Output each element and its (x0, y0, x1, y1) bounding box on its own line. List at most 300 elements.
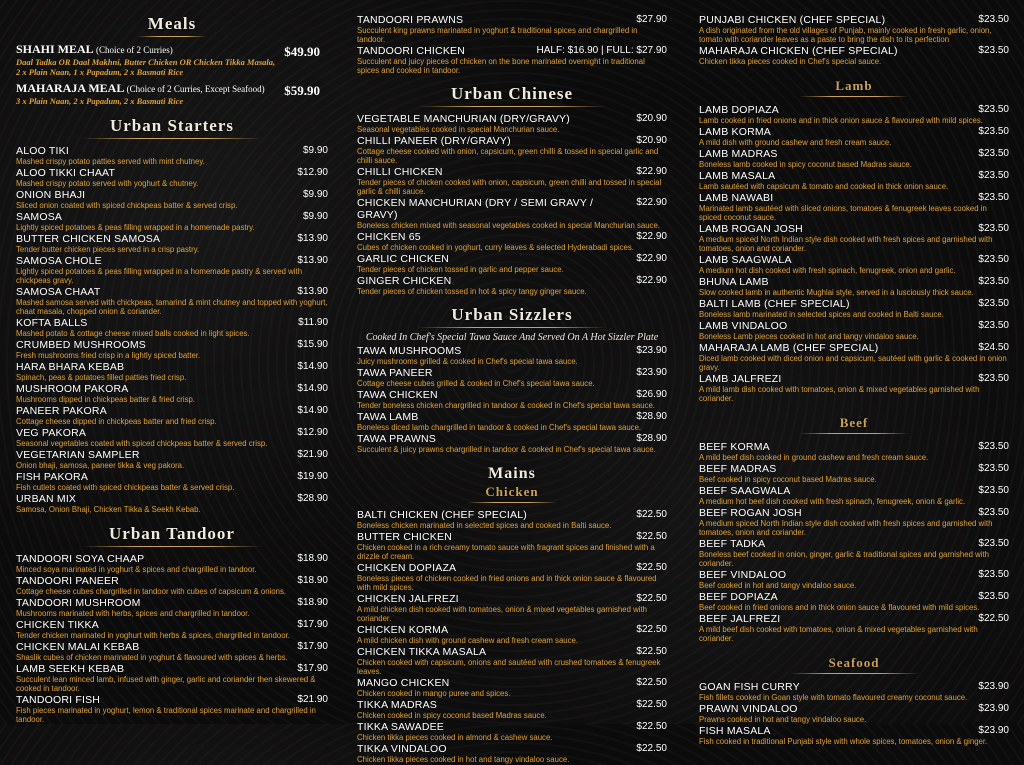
item-name: TAWA PANEER (357, 367, 433, 379)
item-description: Mashed potato & cottage cheese mixed balls cooked in light spices. (16, 329, 250, 338)
item-description: Spinach, peas & potatoes filled patties fried crisp. (16, 373, 187, 382)
menu-item (16, 211, 328, 232)
item-name: SAMOSA CHOLE (16, 255, 102, 267)
menu-item (357, 166, 667, 196)
item-name: BEEF VINDALOO (699, 569, 787, 581)
menu-item (16, 189, 328, 210)
menu-item (699, 320, 1009, 341)
item-price: $13.90 (297, 233, 328, 244)
item-price: $14.90 (297, 383, 328, 394)
menu-item (357, 275, 667, 296)
item-description: Succulent king prawns marinated in yoghurt & traditional spices and chargrilled in tandoor. (357, 26, 638, 44)
item-price: $18.90 (297, 553, 328, 564)
divider (789, 671, 919, 677)
item-name: MAHARAJA LAMB (CHEF SPECIAL) (699, 342, 879, 354)
menu-item (16, 471, 328, 492)
item-name: KOFTA BALLS (16, 317, 88, 329)
item-name: LAMB VINDALOO (699, 320, 788, 332)
item-description: A mild beef dish cooked with tomatoes, onion & mixed vegetables garnished with coriander. (699, 625, 978, 643)
chinese-title: Urban Chinese (450, 84, 574, 103)
item-name: BALTI CHICKEN (CHEF SPECIAL) (357, 509, 527, 521)
item-name: PANEER PAKORA (16, 405, 107, 417)
menu-item (16, 339, 328, 360)
item-price: $22.50 (978, 613, 1009, 624)
item-description: Boneless Lamb pieces cooked in hot and tangy vindaloo sauce. (699, 332, 919, 341)
item-description: Cottage cheese cubes grilled & cooked in Chef's special tawa sauce. (357, 379, 595, 388)
meal-description: Daal Tadka OR Daal Makhni, Butter Chicken OR Chicken Tikka Masala, (16, 57, 276, 67)
menu-item (357, 593, 667, 623)
menu-item (699, 192, 1009, 222)
item-description: Chicken tikka pieces cooked in almond & cashew sauce. (357, 733, 553, 742)
menu-item (357, 389, 667, 410)
item-name: TANDOORI PRAWNS (357, 14, 464, 26)
menu-item (357, 45, 667, 75)
item-description: A mild chicken dish with ground cashew and fresh cream sauce. (357, 636, 579, 645)
meals-title: Meals (147, 14, 197, 33)
meal-price: $49.90 (284, 44, 320, 59)
item-description: Diced lamb cooked with diced onion and capsicum, sautéed with garlic & cooked in onion gravy. (699, 354, 1007, 372)
menu-item (357, 367, 667, 388)
item-name: LAMB KORMA (699, 126, 772, 138)
item-price: $23.50 (978, 441, 1009, 452)
item-price: $23.50 (978, 126, 1009, 137)
item-price: $22.50 (636, 646, 667, 657)
menu-item (699, 703, 1009, 724)
item-description: Cubes of chicken cooked in yoghurt, curry leaves & selected Hyderabadi spices. (357, 243, 634, 252)
item-description: Minced soya marinated in yoghurt & spices and chargrilled in tandoor. (16, 565, 257, 574)
mains-list (357, 509, 667, 764)
item-price: $22.90 (636, 275, 667, 286)
item-price: $14.90 (297, 405, 328, 416)
item-description: Fish cooked in traditional Punjabi style with whole spices, tomatoes, onion & ginger. (699, 737, 988, 746)
item-name: PUNJABI CHICKEN (CHEF SPECIAL) (699, 14, 886, 26)
item-name: GOAN FISH CURRY (699, 681, 800, 693)
item-description: Boneless lamb cooked in spicy coconut based Madras sauce. (699, 160, 912, 169)
meal-name (16, 42, 328, 57)
item-price: $23.50 (978, 254, 1009, 265)
item-description: Succulent and juicy pieces of chicken on the bone marinated overnight in traditional spices and cooked in tandoor. (357, 57, 645, 75)
item-description: Mashed samosa served with chickpeas, tamarind & mint chutney and topped with yoghurt, chaat masala, chopped onion & coriander. (16, 298, 328, 316)
meal-item (16, 81, 328, 106)
menu-item (357, 624, 667, 645)
menu-item (699, 104, 1009, 125)
menu-item (16, 663, 328, 693)
divider (82, 544, 262, 550)
item-price: $20.90 (636, 135, 667, 146)
item-name: CHICKEN TIKKA MASALA (357, 646, 487, 658)
item-description: Succulent & juicy prawns chargrilled in tandoor & cooked in Chef's special tawa sauce. (357, 445, 656, 454)
menu-item (16, 427, 328, 448)
item-description: Chicken tikka pieces cooked in Chef's special sauce. (699, 57, 882, 66)
mains-title: Mains (488, 465, 536, 482)
item-description: Boneless lamb marinated in selected spices and cooked in Balti sauce. (699, 310, 944, 319)
item-price: $23.50 (978, 485, 1009, 496)
item-name: TAWA MUSHROOMS (357, 345, 462, 357)
menu-item (357, 531, 667, 561)
menu-item (699, 569, 1009, 590)
item-name: LAMB DOPIAZA (699, 104, 780, 116)
item-name: VEGETARIAN SAMPLER (16, 449, 140, 461)
menu-item (357, 721, 667, 742)
item-description: Tender pieces of chicken tossed in hot & spicy tangy ginger sauce. (357, 287, 587, 296)
menu-item (699, 148, 1009, 169)
item-name: TIKKA MADRAS (357, 699, 438, 711)
item-price: $23.50 (978, 463, 1009, 474)
meal-title: SHAHI MEAL (16, 42, 94, 56)
item-name: CHICKEN MANCHURIAN (DRY / SEMI GRAVY / GRAVY) (357, 197, 594, 221)
menu-item (16, 405, 328, 426)
item-description: Boneless beef cooked in onion, ginger, garlic & traditional spices and garnished with coriander. (699, 550, 989, 568)
starters-list (16, 145, 328, 514)
meals-list (16, 42, 328, 106)
meal-note: (Choice of 2 Curries) (96, 45, 173, 55)
menu-item (699, 507, 1009, 537)
item-description: Samosa, Onion Bhaji, Chicken Tikka & Seekh Kebab. (16, 505, 201, 514)
menu-item (357, 113, 667, 134)
lamb-title: Lamb (835, 78, 873, 93)
item-price: $22.90 (636, 253, 667, 264)
menu-item (357, 197, 667, 230)
menu-item (16, 553, 328, 574)
column-middle (357, 14, 667, 765)
item-price: $23.50 (978, 320, 1009, 331)
sizzlers-list (357, 345, 667, 454)
item-price: $23.50 (978, 223, 1009, 234)
sizzlers-subtitle: Cooked In Chef's Special Tawa Sauce And Served On A Hot Sizzler Plate (365, 332, 659, 343)
menu-item (699, 298, 1009, 319)
meal-name (16, 81, 328, 96)
item-description: Chicken cooked in mango puree and spices. (357, 689, 511, 698)
item-price: $11.90 (298, 317, 328, 328)
item-description: Mashed crispy potato patties served with mint chutney. (16, 157, 205, 166)
starters-title: Urban Starters (109, 116, 234, 135)
item-name: VEG PAKORA (16, 427, 87, 439)
item-name: BHUNA LAMB (699, 276, 769, 288)
menu-item (357, 345, 667, 366)
item-description: Lightly spiced potatoes & peas filling wrapped in a homemade pastry. (16, 223, 255, 232)
item-description: Chicken cooked in spicy coconut based Madras sauce. (357, 711, 547, 720)
item-name: TIKKA SAWADEE (357, 721, 445, 733)
item-description: Beef cooked in fried onions and in thick onion sauce & flavoured with mild spices. (699, 603, 980, 612)
item-name: TANDOORI MUSHROOM (16, 597, 141, 609)
item-description: Sliced onion coated with spiced chickpeas batter & served crisp. (16, 201, 238, 210)
chicken-continued-list (699, 14, 1009, 66)
item-description: Tender butter chicken pieces served in a crisp pastry. (16, 245, 200, 254)
menu-item (699, 170, 1009, 191)
menu-item (357, 135, 667, 165)
menu-item (16, 641, 328, 662)
item-name: VEGETABLE MANCHURIAN (DRY/GRAVY) (357, 113, 570, 125)
item-description: Boneless chicken mixed with seasonal vegetables cooked in special Manchurian sauce. (357, 221, 660, 230)
item-description: Beef cooked in hot and tangy vindaloo sauce. (699, 581, 857, 590)
item-description: Seasonal vegetables cooked in special Manchurian sauce. (357, 125, 560, 134)
meal-note: (Choice of 2 Curries, Except Seafood) (126, 84, 265, 94)
item-name: CHICKEN 65 (357, 231, 421, 243)
item-description: A medium hot beef dish cooked with fresh spinach, fenugreek, onion & garlic. (699, 497, 966, 506)
item-description: Fish cutlets coated with spiced chickpeas batter & served crisp. (16, 483, 235, 492)
item-price: $23.50 (978, 298, 1009, 309)
item-description: Slow cooked lamb in authentic Mughlai style, served in a lusciously thick sauce. (699, 288, 974, 297)
lamb-list (699, 104, 1009, 403)
menu-item (699, 725, 1009, 746)
item-name: TAWA PRAWNS (357, 433, 437, 445)
item-price: $23.50 (978, 192, 1009, 203)
item-name: BUTTER CHICKEN SAMOSA (16, 233, 161, 245)
menu-item (699, 591, 1009, 612)
menu-item (16, 255, 328, 285)
item-description: A mild beef dish cooked in ground cashew and fresh cream sauce. (699, 453, 929, 462)
menu-item (16, 361, 328, 382)
divider (82, 136, 262, 142)
item-price: $17.90 (297, 619, 328, 630)
item-description: Tender pieces of chicken cooked with onion, capsicum, green chilli and tossed in special garlic & chilli sauce. (357, 178, 662, 196)
item-price: $23.50 (978, 591, 1009, 602)
item-price: $23.50 (978, 373, 1009, 384)
item-price: HALF: $16.90 | FULL: $27.90 (536, 45, 667, 56)
menu-item (16, 286, 328, 316)
item-price: $23.90 (978, 703, 1009, 714)
meal-description: 3 x Plain Naan, 2 x Papadum, 2 x Basmati Rice (16, 96, 184, 106)
item-description: Chicken tikka pieces cooked in hot and tangy vindaloo sauce. (357, 755, 570, 764)
column-right (699, 14, 1009, 747)
item-price: $12.90 (297, 167, 328, 178)
item-description: Cottage cheese cubes chargrilled in tandoor with cubes of capsicum & onions. (16, 587, 287, 596)
item-name: BEEF MADRAS (699, 463, 777, 475)
seafood-list (699, 681, 1009, 746)
item-price: $13.90 (297, 286, 328, 297)
item-description: Marinated lamb sautéed with sliced onions, tomatoes & fenugreek leaves cooked in spiced coconut sauce. (699, 204, 987, 222)
item-name: LAMB ROGAN JOSH (699, 223, 803, 235)
item-description: Fish pieces marinated in yoghurt, lemon & traditional spices marinate and chargrilled in tandoor. (16, 706, 316, 724)
menu-item (357, 677, 667, 698)
item-description: A mild dish with ground cashew and fresh cream sauce. (699, 138, 892, 147)
item-name: SAMOSA (16, 211, 63, 223)
item-name: TIKKA VINDALOO (357, 743, 447, 755)
menu-item (699, 254, 1009, 275)
item-description: Beef cooked in spicy coconut based Madras sauce. (699, 475, 877, 484)
menu-item (699, 14, 1009, 44)
chinese-list (357, 113, 667, 296)
item-name: FISH MASALA (699, 725, 771, 737)
item-price: $23.90 (978, 681, 1009, 692)
item-price: $14.90 (297, 361, 328, 372)
item-name: CHICKEN TIKKA (16, 619, 99, 631)
item-price: $19.90 (297, 471, 328, 482)
item-name: CHICKEN KORMA (357, 624, 449, 636)
tandoor-title: Urban Tandoor (109, 524, 235, 543)
menu-item (357, 231, 667, 252)
meal-description: 2 x Plain Naan, 1 x Papadum, 2 x Basmati Rice (16, 67, 184, 77)
menu-item (699, 538, 1009, 568)
item-price: $23.50 (978, 104, 1009, 115)
item-name: LAMB MADRAS (699, 148, 778, 160)
item-price: $22.50 (636, 562, 667, 573)
item-name: MAHARAJA CHICKEN (CHEF SPECIAL) (699, 45, 898, 57)
menu-item (16, 619, 328, 640)
item-price: $23.50 (978, 276, 1009, 287)
menu-item (699, 342, 1009, 372)
menu-item (16, 597, 328, 618)
item-name: CHILLI PANEER (DRY/GRAVY) (357, 135, 511, 147)
item-name: TAWA CHICKEN (357, 389, 438, 401)
item-price: $17.90 (297, 663, 328, 674)
item-price: $28.90 (636, 411, 667, 422)
menu-item (16, 383, 328, 404)
item-name: ALOO TIKI (16, 145, 69, 157)
menu-item (699, 441, 1009, 462)
item-price: $22.50 (636, 509, 667, 520)
meal-item (16, 42, 328, 77)
item-price: $23.50 (978, 569, 1009, 580)
item-name: LAMB MASALA (699, 170, 776, 182)
item-description: Lightly spiced potatoes & peas filling wrapped in a homemade pastry & served with chickpeas gravy. (16, 267, 303, 285)
item-name: BEEF JALFREZI (699, 613, 781, 625)
item-name: FISH PAKORA (16, 471, 89, 483)
item-name: GINGER CHICKEN (357, 275, 452, 287)
item-name: BEEF SAAGWALA (699, 485, 791, 497)
item-price: $23.50 (978, 14, 1009, 25)
menu-item (16, 449, 328, 470)
item-price: $23.50 (978, 507, 1009, 518)
item-price: $21.90 (297, 694, 328, 705)
meal-title: MAHARAJA MEAL (16, 81, 124, 95)
item-price: $18.90 (297, 597, 328, 608)
divider (799, 94, 909, 100)
item-name: ONION BHAJI (16, 189, 86, 201)
item-name: BEEF KORMA (699, 441, 770, 453)
item-description: Seasonal vegetables coated with spiced chickpeas batter & served crisp. (16, 439, 268, 448)
item-price: $20.90 (636, 113, 667, 124)
seafood-title: Seafood (828, 655, 880, 670)
beef-list (699, 441, 1009, 643)
item-description: Mashed crispy potato served with yoghurt & chutney. (16, 179, 199, 188)
menu-item (699, 223, 1009, 253)
item-description: A medium spiced North Indian style dish cooked with fresh spices and garnished with tomatoes, onion and coriander. (699, 235, 993, 253)
item-name: LAMB SEEKH KEBAB (16, 663, 125, 675)
item-price: $23.90 (636, 345, 667, 356)
item-price: $13.90 (297, 255, 328, 266)
item-description: Juicy mushrooms grilled & cooked in Chef's special tawa sauce. (357, 357, 578, 366)
menu-item (699, 463, 1009, 484)
item-name: HARA BHARA KEBAB (16, 361, 125, 373)
item-name: MUSHROOM PAKORA (16, 383, 129, 395)
item-name: LAMB JALFREZI (699, 373, 782, 385)
item-description: Fish fillets cooked in Goan style with tomato flavoured creamy coconut sauce. (699, 693, 968, 702)
item-description: Succulent lean minced lamb, infused with ginger, garlic and coriander then skewered & cooked in tandoor. (16, 675, 316, 693)
menu-item (357, 253, 667, 274)
tandoor-list (16, 553, 328, 724)
item-description: Chicken cooked in a rich creamy tomato sauce with fragrant spices and finished with a drizzle of cream. (357, 543, 655, 561)
item-price: $22.50 (636, 531, 667, 542)
column-left (16, 14, 328, 725)
item-description: Cottage cheese dipped in chickpeas batter and fried crisp. (16, 417, 217, 426)
item-price: $22.90 (636, 197, 667, 208)
item-price: $9.90 (302, 211, 328, 222)
item-price: $12.90 (297, 427, 328, 438)
menu-item (16, 145, 328, 166)
divider (799, 431, 909, 437)
item-description: Boneless chicken marinated in selected spices and cooked in Balti sauce. (357, 521, 612, 530)
item-price: $28.90 (297, 493, 328, 504)
menu-item (357, 433, 667, 454)
item-price: $9.90 (302, 145, 328, 156)
divider (137, 34, 207, 40)
item-name: CHICKEN JALFREZI (357, 593, 459, 605)
item-price: $22.50 (636, 743, 667, 754)
item-name: CHILLI CHICKEN (357, 166, 443, 178)
item-name: TANDOORI PANEER (16, 575, 119, 587)
item-description: A medium hot dish cooked with fresh spinach, fenugreek, onion and garlic. (699, 266, 956, 275)
item-price: $22.50 (636, 699, 667, 710)
item-price: $9.90 (302, 189, 328, 200)
menu-item (357, 509, 667, 530)
menu-item (16, 493, 328, 514)
menu-item (357, 646, 667, 676)
item-price: $24.50 (978, 342, 1009, 353)
divider (417, 104, 607, 110)
item-description: A medium spiced North Indian style dish cooked with fresh spices and garnished with tomatoes, onion and coriander. (699, 519, 993, 537)
item-price: $23.50 (978, 170, 1009, 181)
item-name: ALOO TIKKI CHAAT (16, 167, 116, 179)
item-description: Tender pieces of chicken tossed in garlic and pepper sauce. (357, 265, 564, 274)
item-name: BUTTER CHICKEN (357, 531, 452, 543)
menu-item (16, 317, 328, 338)
menu-item (699, 485, 1009, 506)
item-price: $21.90 (297, 449, 328, 460)
divider (417, 325, 607, 331)
item-description: Chicken cooked with capsicum, onions and sautéed with crushed tomatoes & fenugreek leaves. (357, 658, 661, 676)
item-name: LAMB NAWABI (699, 192, 774, 204)
item-name: SAMOSA CHAAT (16, 286, 101, 298)
item-name: CHICKEN DOPIAZA (357, 562, 457, 574)
item-price: $27.90 (636, 14, 667, 25)
menu-item (357, 562, 667, 592)
item-price: $15.90 (297, 339, 328, 350)
meal-price: $59.90 (284, 83, 320, 98)
item-name: PRAWN VINDALOO (699, 703, 798, 715)
menu-item (16, 167, 328, 188)
item-price: $23.50 (978, 148, 1009, 159)
item-price: $26.90 (636, 389, 667, 400)
item-name: MANGO CHICKEN (357, 677, 450, 689)
item-name: GARLIC CHICKEN (357, 253, 450, 265)
item-price: $17.90 (297, 641, 328, 652)
menu-item (357, 14, 667, 44)
sizzlers-title: Urban Sizzlers (451, 305, 573, 324)
item-price: $23.50 (978, 538, 1009, 549)
item-name: BEEF ROGAN JOSH (699, 507, 802, 519)
item-description: A dish originated from the old villages of Punjab, mainly cooked in fresh garlic, onion, tomato with coriander leaves as a paste to bring the dish to its perfection (699, 26, 992, 44)
item-name: BALTI LAMB (CHEF SPECIAL) (699, 298, 850, 310)
item-description: Tender boneless chicken chargrilled in tandoor & cooked in Chef's special tawa sauce. (357, 401, 655, 410)
divider (467, 500, 557, 506)
menu-item (16, 694, 328, 724)
menu-item (699, 373, 1009, 403)
item-description: Boneless diced lamb chargrilled in tandoor & cooked in Chef's special tawa sauce. (357, 423, 642, 432)
item-description: Prawns cooked in hot and tangy vindaloo sauce. (699, 715, 867, 724)
item-price: $23.90 (978, 725, 1009, 736)
menu-item (699, 681, 1009, 702)
menu-item (699, 45, 1009, 66)
item-name: CHICKEN MALAI KEBAB (16, 641, 140, 653)
item-description: Shaslik cubes of chicken marinated in yoghurt & flavoured with spices & herbs. (16, 653, 288, 662)
item-price: $28.90 (636, 433, 667, 444)
mains-subtitle: Chicken (485, 484, 539, 499)
item-description: Fresh mushrooms fried crisp in a lightly spiced batter. (16, 351, 201, 360)
item-price: $22.50 (636, 721, 667, 732)
menu-item (699, 126, 1009, 147)
menu-item (16, 233, 328, 254)
